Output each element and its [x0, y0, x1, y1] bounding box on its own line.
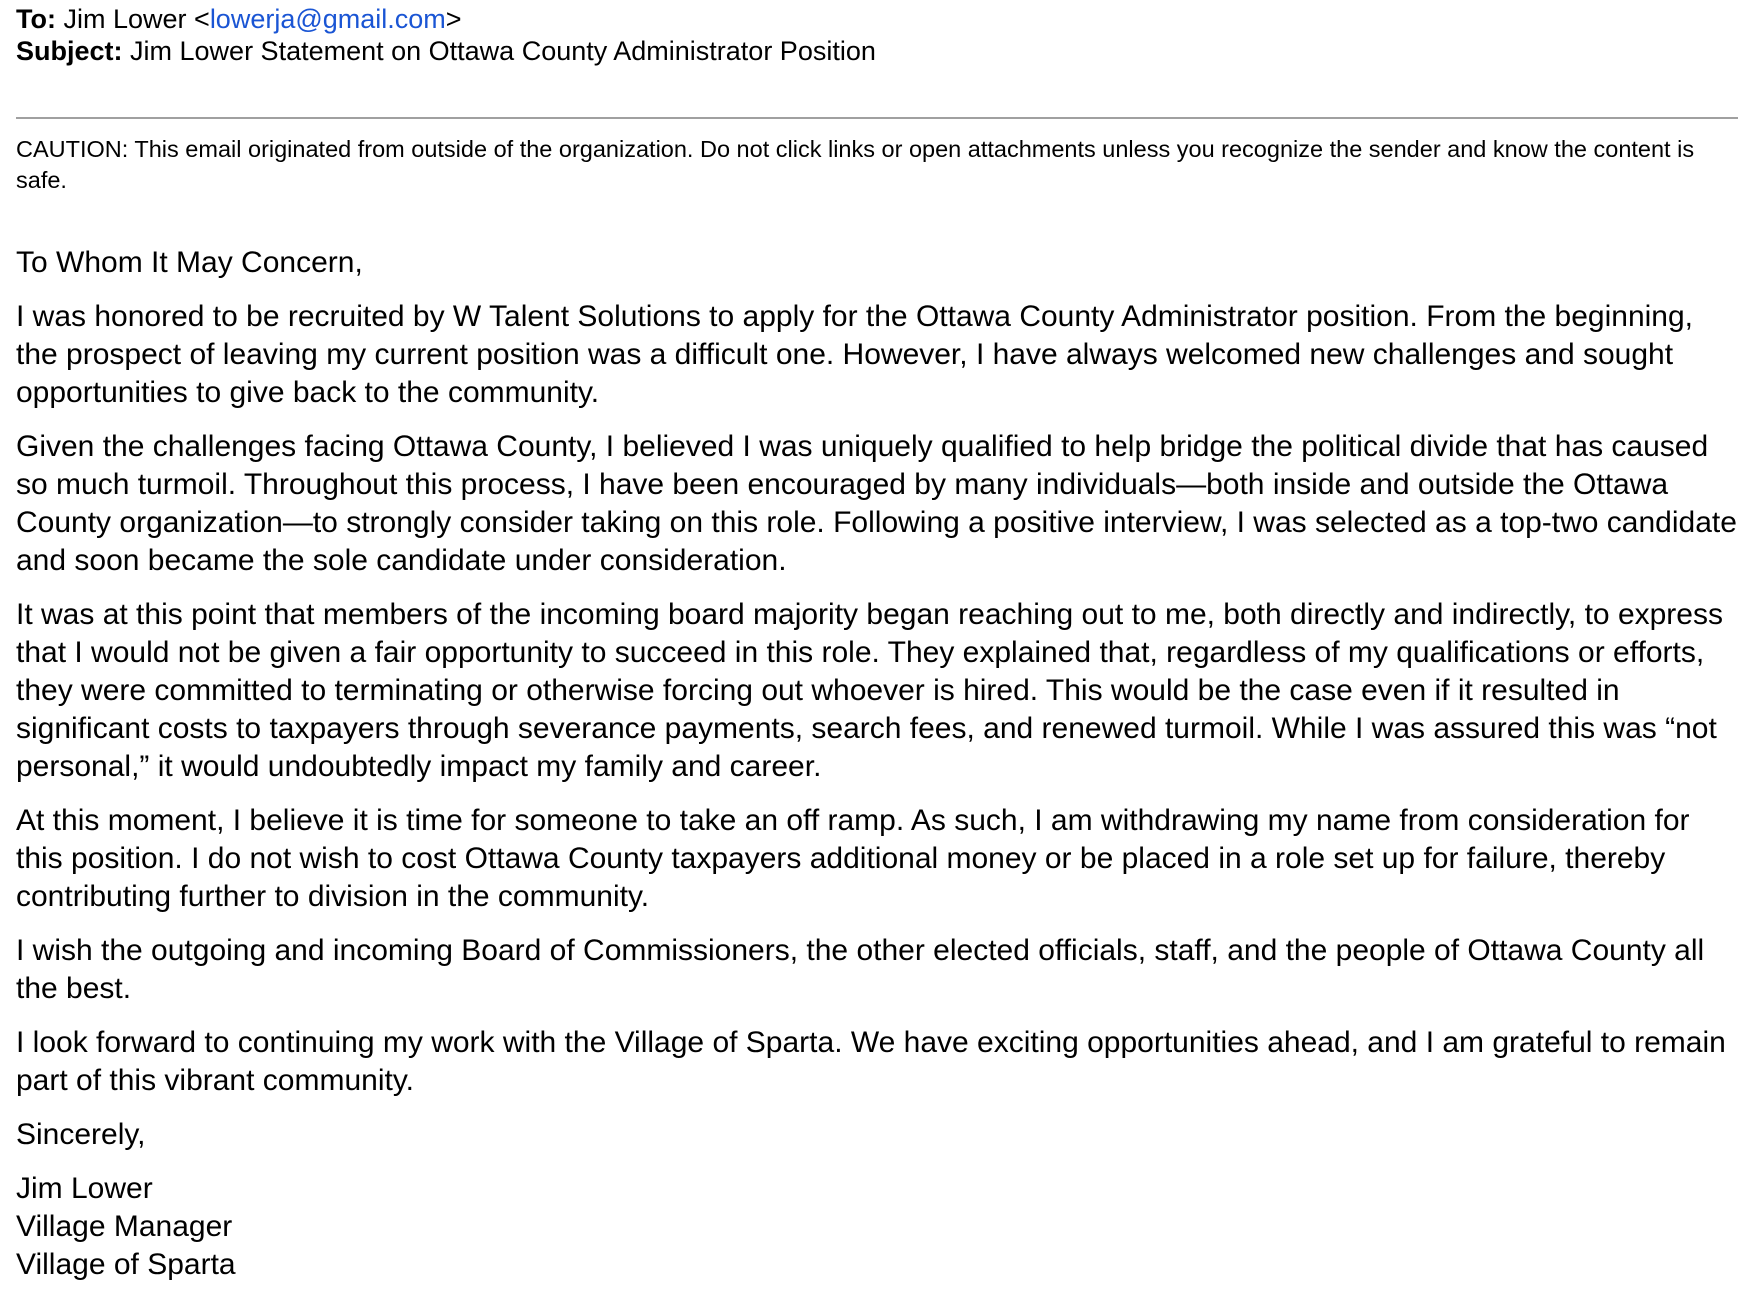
- subject-line: [16, 33, 876, 69]
- to-name: Jim Lower <: [63, 4, 210, 34]
- to-email-link[interactable]: lowerja@gmail.com: [209, 4, 446, 34]
- body-paragraph: I wish the outgoing and incoming Board of Commissioners, the other elected officials, staff, and the people of Ottawa County all the best.: [16, 934, 1705, 1005]
- to-line: [16, 1, 462, 37]
- body-paragraph: I was honored to be recruited by W Talent Solutions to apply for the Ottawa County Administrator position. From the beginning, the prospect of leaving my current position was a difficult one. However, I have always welcomed new challenges and sought opportunities to give back to the community.: [16, 300, 1694, 409]
- email-body: [16, 244, 1738, 1284]
- body-paragraph: At this moment, I believe it is time for someone to take an off ramp. As such, I am withdrawing my name from consideration for this position. I do not wish to cost Ottawa County taxpayers additional money or be placed in a role set up for failure, thereby contributing further to division in the community.: [16, 804, 1690, 913]
- to-close: >: [445, 4, 462, 34]
- greeting: To Whom It May Concern,: [16, 246, 363, 279]
- subject-label: Subject:: [16, 36, 123, 66]
- to-label: To:: [16, 4, 56, 34]
- caution-banner: CAUTION: This email originated from outside of the organization. Do not click links or open attachments unless you recognize the sender and know the content is safe.: [16, 136, 1695, 193]
- body-paragraph: Given the challenges facing Ottawa County, I believed I was uniquely qualified to help bridge the political divide that has caused so much turmoil. Throughout this process, I have been encouraged by many individuals—both inside and outside the Ottawa County organization—to strongly consider taking on this role. Following a positive interview, I was selected as a top-two candidate and soon became the sole candidate under consideration.: [16, 430, 1737, 577]
- body-paragraph: I look forward to continuing my work with the Village of Sparta. We have exciting opportunities ahead, and I am grateful to remain part of this vibrant community.: [16, 1026, 1726, 1097]
- signature-title: Village Manager: [16, 1210, 233, 1243]
- closing: Sincerely,: [16, 1118, 146, 1151]
- body-paragraph: It was at this point that members of the incoming board majority began reaching out to me, both directly and indirectly, to express that I would not be given a fair opportunity to succeed in this role. They explained that, regardless of my qualifications or efforts, they were committed to terminating or otherwise forcing out whoever is hired. This would be the case even if it resulted in significant costs to taxpayers through severance payments, search fees, and renewed turmoil. While I was assured this was “not personal,” it would undoubtedly impact my family and career.: [16, 598, 1723, 783]
- header-divider: [16, 117, 1738, 119]
- signature-name: Jim Lower: [16, 1172, 153, 1205]
- signature-block: [16, 1170, 1738, 1284]
- signature-organization: Village of Sparta: [16, 1248, 236, 1281]
- subject-text: Jim Lower Statement on Ottawa County Administrator Position: [130, 36, 876, 66]
